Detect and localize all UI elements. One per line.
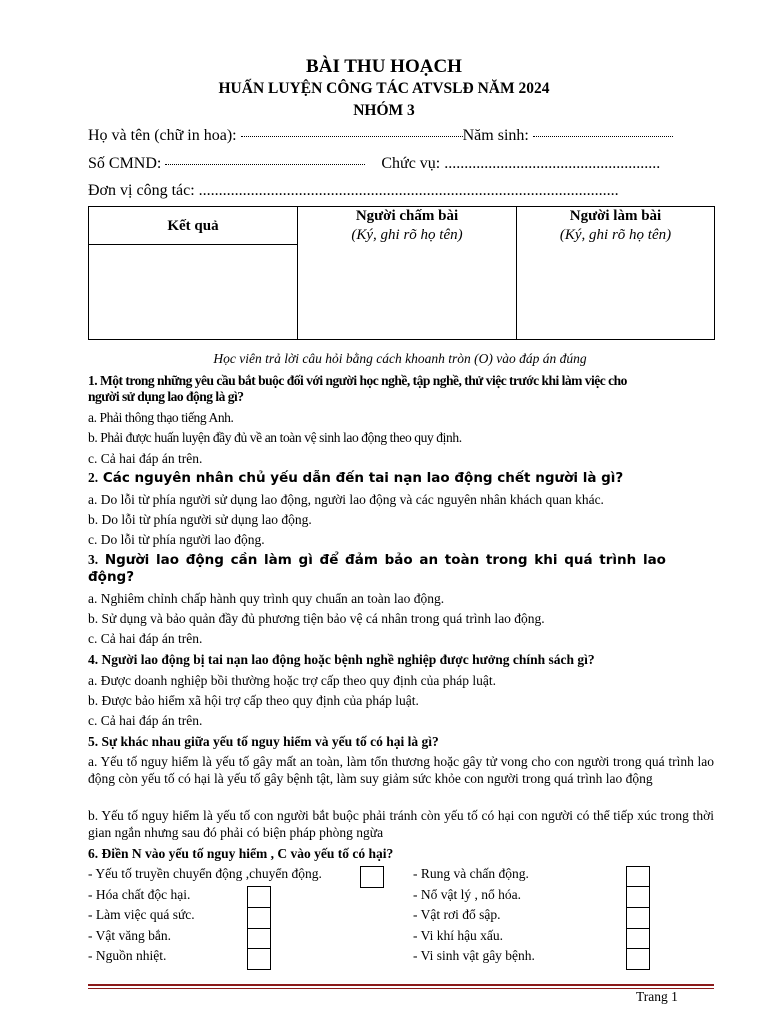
q1-text-line1: 1. Một trong những yêu cầu bắt buộc đối với người học nghề, tập nghề, thử việc trước khi làm việc cho	[88, 373, 627, 388]
id-label: Số CMND:	[88, 155, 162, 172]
footer-divider-thin	[88, 988, 714, 989]
q5-text: 5. Sự khác nhau giữa yếu tố nguy hiểm và yếu tố có hại là gì?	[88, 734, 439, 749]
q6-left-item: - Yếu tố truyền chuyển động ,chuyển động.	[88, 866, 322, 881]
result-value-cell[interactable]	[89, 245, 298, 340]
q6-left-item: - Làm việc quá sức.	[88, 907, 195, 922]
workplace-field[interactable]: .........................................................................................................	[198, 182, 619, 199]
q6-answer-box[interactable]	[247, 907, 271, 929]
q6-answer-box[interactable]	[247, 928, 271, 950]
q6-answer-box[interactable]	[247, 886, 271, 908]
q2-option-a[interactable]: a. Do lỗi từ phía người sử dụng lao động, người lao động và các nguyên nhân khách quan khác.	[88, 492, 604, 507]
grader-subtitle: (Ký, ghi rõ họ tên)	[351, 227, 463, 243]
birth-year-label: Năm sinh:	[462, 127, 529, 144]
q6-right-item: - Vi khí hậu xấu.	[413, 928, 504, 943]
examinee-header: Người làm bài	[569, 208, 662, 224]
q1-option-b[interactable]: b. Phải được huấn luyện đầy đủ về an toàn vệ sinh lao động theo quy định.	[88, 430, 462, 445]
instruction-text: Học viên trả lời câu hỏi bằng cách khoanh tròn (O) vào đáp án đúng	[213, 351, 587, 366]
footer-divider	[88, 984, 714, 986]
q5-option-a[interactable]: a. Yếu tố nguy hiểm là yếu tố gây mất an toàn, làm tổn thương hoặc gây tử vong cho con người trong quá trình lao động còn yếu tố có hại là yếu tố gây bệnh tật, làm suy giảm sức khỏe con người trong quá trình lao động	[88, 754, 714, 786]
name-field[interactable]	[241, 136, 463, 137]
document-subtitle: HUẤN LUYỆN CÔNG TÁC ATVSLĐ NĂM 2024	[218, 80, 550, 97]
page-number: Trang 1	[636, 989, 678, 1004]
examinee-cell[interactable]	[517, 207, 715, 340]
q2-question	[88, 470, 623, 486]
q6-right-item: - Rung và chấn động.	[413, 866, 529, 881]
q6-answer-box[interactable]	[626, 886, 650, 908]
q5-option-b[interactable]: b. Yếu tố nguy hiểm là yếu tố con người bắt buộc phải tránh còn yếu tố có hại con người có thể tiếp xúc trong thời gian ngắn nhưng sau đó phải có biện pháp phòng ngừa	[88, 808, 714, 840]
info-row-workplace	[88, 182, 619, 200]
id-field[interactable]	[165, 164, 365, 165]
q6-right-item: - Nổ vật lý , nổ hóa.	[413, 887, 521, 902]
q6-answer-box[interactable]	[626, 866, 650, 888]
q1-option-c[interactable]: c. Cả hai đáp án trên.	[88, 451, 203, 466]
q6-left-item: - Hóa chất độc hại.	[88, 887, 191, 902]
q3-option-b[interactable]: b. Sử dụng và bảo quản đầy đủ phương tiện bảo vệ cá nhân trong quá trình lao động.	[88, 611, 545, 626]
q6-answer-box[interactable]	[247, 948, 271, 970]
q1-text-line2: người sử dụng lao động là gì?	[88, 389, 244, 404]
grader-cell[interactable]	[298, 207, 517, 340]
q4-option-c[interactable]: c. Cả hai đáp án trên.	[88, 713, 203, 728]
name-label: Họ và tên (chữ in hoa):	[88, 127, 237, 144]
q3-number: 3.	[88, 552, 99, 567]
q6-answer-box[interactable]	[626, 928, 650, 950]
q6-left-item: - Nguồn nhiệt.	[88, 948, 167, 963]
q6-right-item: - Vi sinh vật gây bệnh.	[413, 948, 535, 963]
result-header-cell	[89, 207, 298, 245]
workplace-label: Đơn vị công tác:	[88, 182, 195, 199]
info-row-name	[88, 127, 673, 145]
position-label: Chức vụ:	[381, 155, 441, 172]
document-title: BÀI THU HOẠCH	[306, 56, 462, 77]
q3-option-c[interactable]: c. Cả hai đáp án trên.	[88, 631, 203, 646]
group-label: NHÓM 3	[353, 102, 415, 119]
examinee-subtitle: (Ký, ghi rõ họ tên)	[559, 227, 672, 243]
q4-text: 4. Người lao động bị tai nạn lao động hoặc bệnh nghề nghiệp được hưởng chính sách gì?	[88, 652, 595, 667]
birth-year-field[interactable]	[533, 136, 673, 137]
q6-answer-box[interactable]	[360, 866, 384, 888]
q4-option-a[interactable]: a. Được doanh nghiệp bồi thường hoặc trợ cấp theo quy định của pháp luật.	[88, 673, 496, 688]
q2-option-c[interactable]: c. Do lỗi từ phía người lao động.	[88, 532, 265, 547]
position-field[interactable]: ......................................................	[444, 155, 661, 172]
grader-header: Người chấm bài	[355, 208, 459, 224]
q6-text: 6. Điền N vào yếu tố nguy hiểm , C vào yếu tố có hại?	[88, 846, 394, 861]
info-row-id	[88, 155, 660, 173]
q3-text-line1: Người lao động cần làm gì để đảm bảo an toàn trong khi quá trình lao	[98, 552, 666, 568]
q4-option-b[interactable]: b. Được bảo hiểm xã hội trợ cấp theo quy định của pháp luật.	[88, 693, 419, 708]
q1-option-a[interactable]: a. Phải thông thạo tiếng Anh.	[88, 410, 234, 425]
q6-right-item: - Vật rơi đổ sập.	[413, 907, 501, 922]
q3-option-a[interactable]: a. Nghiêm chỉnh chấp hành quy trình quy chuẩn an toàn lao động.	[88, 591, 445, 606]
q2-number: 2.	[88, 470, 99, 485]
q3-question-line1	[88, 552, 666, 568]
result-table	[88, 206, 715, 340]
q6-left-item: - Vật văng bắn.	[88, 928, 171, 943]
result-header: Kết quả	[167, 217, 219, 234]
q6-answer-box[interactable]	[626, 907, 650, 929]
q6-answer-box[interactable]	[626, 948, 650, 970]
q3-text-line2: động?	[88, 569, 135, 585]
q2-option-b[interactable]: b. Do lỗi từ phía người sử dụng lao động.	[88, 512, 312, 527]
q2-text: Các nguyên nhân chủ yếu dẫn đến tai nạn lao động chết người là gì?	[98, 470, 624, 486]
